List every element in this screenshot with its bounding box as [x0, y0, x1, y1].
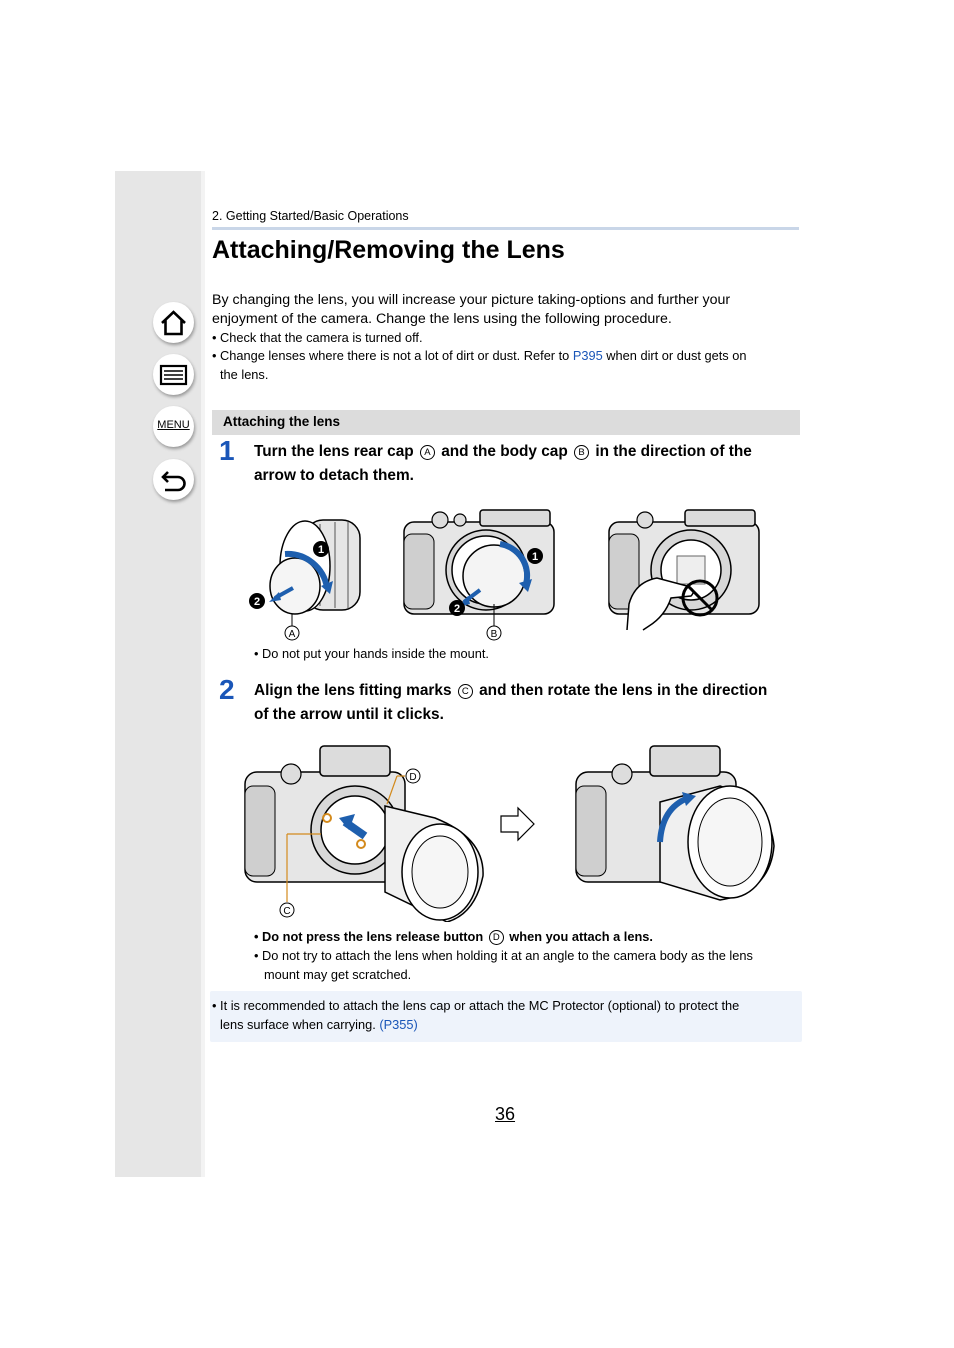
p355-link[interactable]: (P355): [379, 1017, 418, 1032]
contents-button[interactable]: [153, 354, 194, 395]
intro-paragraph: By changing the lens, you will increase your picture taking-options and further your enjoyment of the camera. Change the lens using the following procedure.: [212, 292, 731, 327]
label-d: D: [409, 772, 417, 783]
return-arrow-icon: [153, 459, 194, 500]
breadcrumb: 2. Getting Started/Basic Operations: [212, 209, 409, 223]
page-title: Attaching/Removing the Lens: [212, 236, 565, 264]
header-rule: [212, 227, 799, 230]
fig1-num2: 2: [253, 596, 261, 608]
section-header: Attaching the lens: [212, 410, 800, 435]
step2-number: 2: [219, 674, 235, 705]
home-button[interactable]: [153, 302, 194, 343]
step1-number: 1: [219, 435, 235, 466]
fig1-num1: 1: [317, 544, 325, 556]
p395-link[interactable]: P395: [572, 348, 603, 363]
bullet-camera-off: • Check that the camera is turned off.: [212, 330, 423, 345]
step1-note: • Do not put your hands inside the mount.: [254, 646, 489, 661]
lens-alignment-illustration: [235, 742, 490, 922]
sidebar-divider: [201, 171, 205, 1177]
step2-note-angle: • Do not try to attach the lens when holding it at an angle to the camera body as the lens mount may get scratched.: [254, 948, 753, 982]
tip-box: • It is recommended to attach the lens cap or attach the MC Protector (optional) to protect the lens surface when carrying. (P355): [210, 991, 802, 1042]
hand-in-mount-warning-illustration: [605, 506, 765, 633]
step1-text: Turn the lens rear cap A and the body cap B in the direction of the arrow to detach them.: [254, 443, 752, 484]
lens-rear-cap-illustration: [245, 508, 380, 643]
list-icon: [153, 354, 194, 395]
home-icon: [153, 302, 194, 343]
menu-button[interactable]: [153, 406, 194, 447]
fig2-num1: 1: [531, 551, 539, 563]
step2-text: Align the lens fitting marks C and then rotate the lens in the direction of the arrow until it clicks.: [254, 682, 768, 723]
lens-attached-illustration: [570, 742, 780, 904]
fig2-num2: 2: [453, 603, 461, 615]
label-c: C: [283, 906, 291, 917]
back-button[interactable]: [153, 459, 194, 500]
menu-label: MENU: [157, 419, 190, 431]
label-a: A: [288, 629, 296, 640]
step2-note-release-button: • Do not press the lens release button D when you attach a lens.: [254, 929, 653, 944]
arrow-right-icon: [500, 806, 536, 842]
page-number: 36: [495, 1104, 516, 1124]
body-cap-illustration: [400, 506, 560, 643]
label-b: B: [490, 629, 498, 640]
bullet-dust: • Change lenses where there is not a lot of dirt or dust. Refer to P395 when dirt or dust gets on the lens.: [212, 348, 747, 382]
